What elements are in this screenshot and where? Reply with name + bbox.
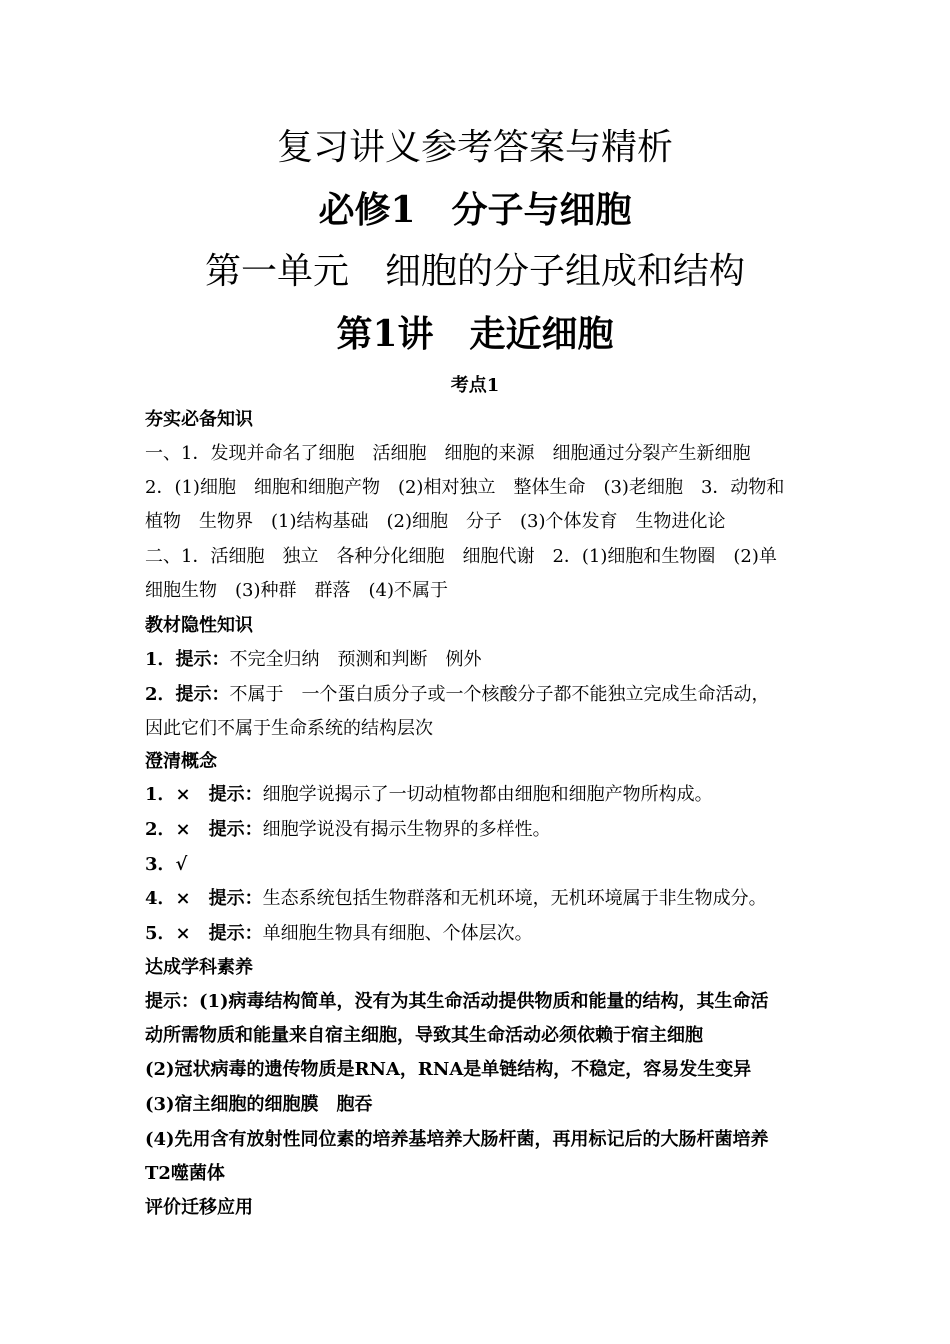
kaodian-heading: 考点1 bbox=[450, 375, 500, 396]
text-line-18: (4)先用含有放射性同位素的培养基培养大肠杆菌，再用标记后的大肠杆菌培养 bbox=[145, 1129, 769, 1150]
section-heading-3: 澄清概念 bbox=[145, 751, 217, 772]
hint-text: 细胞学说揭示了一切动植物都由细胞和细胞产物所构成。 bbox=[262, 784, 713, 805]
hint-label: 2．提示： bbox=[145, 684, 230, 705]
text-line-11: 3．√ bbox=[145, 854, 188, 875]
section-heading-4: 达成学科素养 bbox=[145, 957, 253, 978]
hint-label: 1．提示： bbox=[145, 649, 230, 670]
text-line-8: 因此它们不属于生命系统的结构层次 bbox=[145, 718, 433, 739]
hint-label: 2．× 提示： bbox=[145, 819, 263, 840]
hint-text: 单细胞生物具有细胞、个体层次。 bbox=[262, 923, 533, 944]
text-line-5: 细胞生物 (3)种群 群落 (4)不属于 bbox=[145, 580, 448, 601]
section-heading-1: 夯实必备知识 bbox=[145, 409, 253, 430]
text-line-19: T2噬菌体 bbox=[145, 1163, 225, 1184]
volume-title: 必修1 分子与细胞 bbox=[318, 189, 632, 231]
hint-text: 不完全归纳 预测和判断 例外 bbox=[229, 649, 482, 670]
text-line-4: 二、1．活细胞 独立 各种分化细胞 细胞代谢 2．(1)细胞和生物圈 (2)单 bbox=[145, 546, 777, 567]
section-heading-5: 评价迁移应用 bbox=[145, 1197, 253, 1218]
hint-text: 不属于 一个蛋白质分子或一个核酸分子都不能独立完成生命活动， bbox=[229, 684, 770, 705]
text-line-14: 提示：(1)病毒结构简单，没有为其生命活动提供物质和能量的结构，其生命活 bbox=[145, 991, 769, 1012]
text-line-12 bbox=[145, 887, 810, 911]
text-line-6 bbox=[145, 648, 810, 672]
text-line-16: (2)冠状病毒的遗传物质是RNA，RNA是单链结构，不稳定，容易发生变异 bbox=[145, 1059, 752, 1080]
text-line-7 bbox=[145, 683, 810, 707]
text-line-10 bbox=[145, 818, 810, 842]
text-line-9 bbox=[145, 783, 810, 807]
hint-text: 生态系统包括生物群落和无机环境，无机环境属于非生物成分。 bbox=[262, 888, 767, 909]
unit-title: 第一单元 细胞的分子组成和结构 bbox=[204, 251, 745, 292]
text-line-1: 一、1．发现并命名了细胞 活细胞 细胞的来源 细胞通过分裂产生新细胞 bbox=[145, 443, 751, 464]
text-line-15: 动所需物质和能量来自宿主细胞，导致其生命活动必须依赖于宿主细胞 bbox=[145, 1025, 703, 1046]
text-line-2: 2．(1)细胞 细胞和细胞产物 (2)相对独立 整体生命 (3)老细胞 3．动物和 bbox=[145, 477, 785, 498]
text-line-3: 植物 生物界 (1)结构基础 (2)细胞 分子 (3)个体发育 生物进化论 bbox=[145, 511, 726, 532]
text-line-17: (3)宿主细胞的细胞膜 胞吞 bbox=[145, 1094, 373, 1115]
hint-label: 5．× 提示： bbox=[145, 923, 263, 944]
hint-text: 细胞学说没有揭示生物界的多样性。 bbox=[262, 819, 551, 840]
section-heading-2: 教材隐性知识 bbox=[145, 615, 253, 636]
lecture-title: 第1讲 走近细胞 bbox=[336, 313, 614, 355]
main-title: 复习讲义参考答案与精析 bbox=[276, 127, 673, 168]
hint-label: 1．× 提示： bbox=[145, 784, 263, 805]
text-line-13 bbox=[145, 922, 810, 946]
hint-label: 4．× 提示： bbox=[145, 888, 263, 909]
